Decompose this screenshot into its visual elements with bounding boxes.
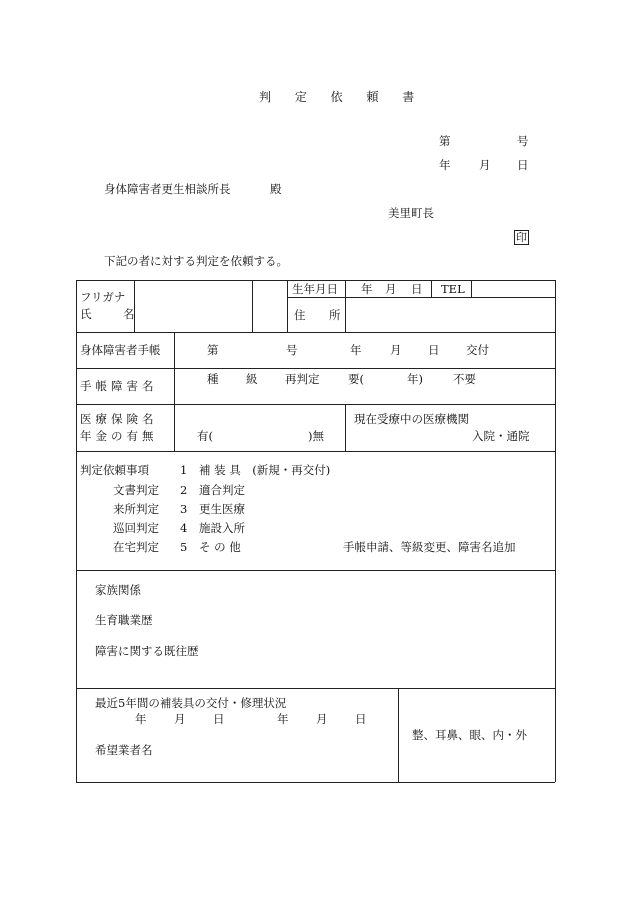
seal-mark: 印	[516, 231, 527, 244]
handbook-label: 身体障害者手帳	[80, 343, 161, 357]
item-number: 5	[180, 540, 188, 554]
disability-label: 手帳障害名	[80, 379, 158, 393]
birth-day-label: 日	[411, 282, 423, 296]
departments: 整、耳鼻、眼、内・外	[412, 728, 527, 742]
birth-year-label: 年	[361, 282, 373, 296]
furigana-label: フリガナ	[80, 290, 126, 304]
career-label: 生育職業歴	[95, 613, 153, 627]
number-prefix: 第	[439, 134, 451, 148]
item-number: 1	[180, 463, 188, 477]
date-year-label: 年	[439, 158, 451, 172]
required-year-label: 年)	[407, 372, 423, 386]
birthdate-label: 生年月日	[292, 282, 338, 296]
item-number: 3	[180, 502, 188, 516]
aid-year-label: 年	[135, 712, 147, 726]
item-text: 更生医療	[199, 502, 245, 516]
hospital-label: 現在受療中の医療機関	[354, 412, 469, 426]
birth-month-label: 月	[385, 282, 397, 296]
sender: 美里町長	[388, 206, 434, 220]
aid-month-label: 月	[174, 712, 186, 726]
tel-label: TEL	[441, 282, 465, 296]
required-label: 要(	[348, 372, 364, 386]
item-number: 4	[180, 521, 188, 535]
other-note: 手帳申請、等級変更、障害名追加	[343, 540, 516, 554]
number-suffix: 号	[517, 134, 529, 148]
page-title: 判 定 依 頼 書	[259, 90, 425, 104]
addressee: 身体障害者更生相談所長	[104, 182, 231, 196]
pension-label: 年金の有無	[80, 429, 158, 443]
grade-kind-label: 種	[207, 372, 219, 386]
not-required-label: 不要	[453, 372, 476, 386]
pension-no: )無	[308, 429, 324, 443]
item-text: 補 装 具 (新規・再交付)	[199, 463, 331, 477]
request-label: 判定依頼事項	[80, 463, 149, 477]
issue-day-label: 日	[428, 343, 440, 357]
aid-day-label: 日	[355, 712, 367, 726]
date-day-label: 日	[517, 158, 529, 172]
item-number: 2	[180, 483, 188, 497]
address-label: 住 所	[294, 308, 347, 322]
recent-aids-label: 最近5年間の補装具の交付・修理状況	[95, 696, 287, 710]
grade-level-label: 級	[246, 372, 258, 386]
handbook-no-prefix: 第	[207, 343, 219, 357]
issue-year-label: 年	[350, 343, 362, 357]
honorific: 殿	[270, 182, 282, 196]
rejudge-label: 再判定	[285, 372, 320, 386]
request-type: 在宅判定	[113, 540, 159, 554]
item-text: 適合判定	[199, 483, 245, 497]
hospital-status: 入院・通院	[472, 429, 530, 443]
request-type: 巡回判定	[113, 521, 159, 535]
vendor-label: 希望業者名	[95, 743, 153, 757]
pension-yes: 有(	[197, 429, 213, 443]
item-text: そ の 他	[199, 540, 241, 554]
name-label: 氏 名	[80, 307, 145, 321]
request-type: 来所判定	[113, 502, 159, 516]
issued-label: 交付	[466, 343, 489, 357]
history-label: 障害に関する既往歴	[95, 644, 199, 658]
issue-month-label: 月	[390, 343, 402, 357]
request-type: 文書判定	[113, 483, 159, 497]
aid-month-label: 月	[316, 712, 328, 726]
family-label: 家族関係	[95, 583, 141, 597]
handbook-no-suffix: 号	[286, 343, 298, 357]
aid-year-label: 年	[277, 712, 289, 726]
date-month-label: 月	[479, 158, 491, 172]
aid-day-label: 日	[213, 712, 225, 726]
intro-text: 下記の者に対する判定を依頼する。	[104, 254, 288, 268]
insurance-label: 医療保険名	[80, 412, 158, 426]
item-text: 施設入所	[199, 521, 245, 535]
